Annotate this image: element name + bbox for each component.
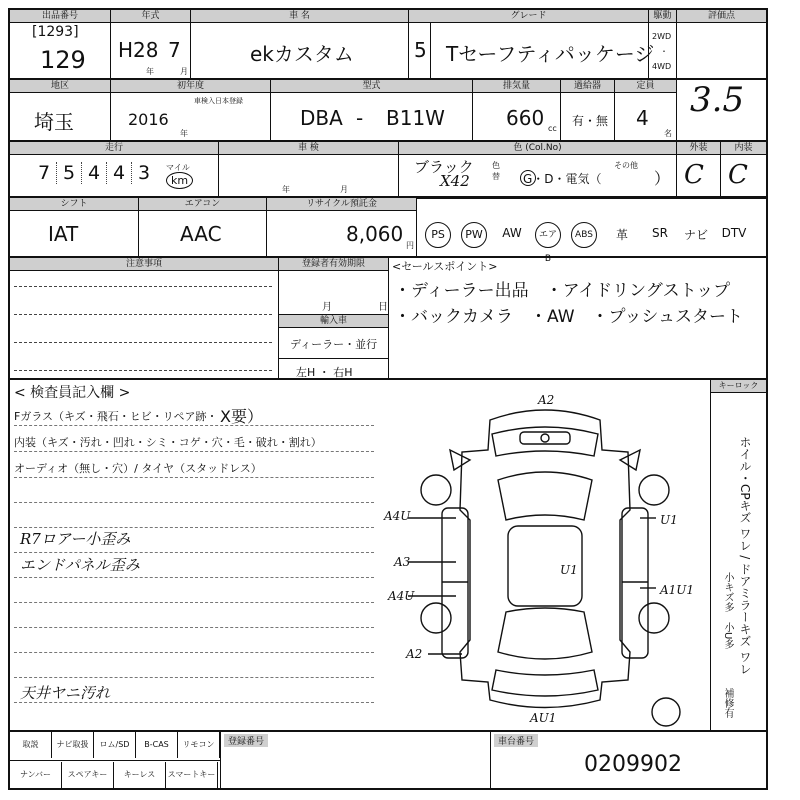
- first-reg-note: 車検入日本登録: [194, 97, 243, 105]
- handle-side: 左H ・ 右H: [296, 366, 353, 379]
- wheel-mirror-note: ホイル・CPキズ ワレ / ドアミラーキズ ワレ: [738, 436, 752, 675]
- hand-note-2: エンドパネル歪み: [20, 556, 140, 574]
- equipment-item: AW: [502, 226, 522, 240]
- model-code-label: 型式: [271, 80, 472, 93]
- glass-line: Fガラス（キズ・飛石・ヒビ・リペア跡・: [14, 410, 218, 423]
- mileage-digit: 5: [56, 162, 81, 184]
- footer-accessories: [10, 732, 220, 758]
- yen-unit: 円: [406, 241, 414, 250]
- lane-label: 出品番号: [10, 10, 110, 23]
- equipment-item: 革: [615, 228, 628, 242]
- glass-mark: X要）: [220, 407, 263, 426]
- mark-a2-top: A2: [538, 393, 555, 407]
- footer-cell: キーレス: [114, 762, 166, 788]
- equipment-item: ナビ: [683, 228, 708, 242]
- mark-a1u1: A1U1: [660, 583, 695, 597]
- audio-line: オーディオ（無し・穴）/ タイヤ（スタッドレス）: [14, 462, 262, 475]
- interior-grade: C: [728, 160, 748, 190]
- repair-note: 補修有: [722, 688, 733, 718]
- hand-note-roof: 天井ヤニ汚れ: [20, 684, 111, 702]
- equipment-item: ABS: [566, 222, 602, 248]
- mark-a4u-left-2: A4U: [388, 589, 415, 603]
- equipment-item: DTV: [721, 226, 747, 240]
- expiry-label: 登録者有効期限: [279, 258, 388, 271]
- car-diagram: [380, 390, 710, 730]
- lot-number: 129: [40, 46, 86, 74]
- fuel-close: ）: [654, 169, 671, 188]
- footer-cell: スペアキー: [62, 762, 114, 788]
- mark-u1-roof: U1: [560, 563, 578, 577]
- equipment-item: SR: [652, 226, 668, 240]
- small-dent-note: 小U多: [722, 622, 733, 650]
- seats-unit: 名: [664, 129, 672, 138]
- recycle-label: リサイクル預託金: [267, 198, 416, 211]
- mileage-digit: 4: [106, 162, 131, 184]
- turbo: 有・無: [572, 114, 609, 128]
- equipment-item: エアB: [530, 222, 566, 264]
- model-prefix: DBA: [300, 106, 343, 130]
- lane-code: [1293]: [32, 24, 79, 40]
- expiry-day: 日: [378, 302, 388, 313]
- seats-label: 定員: [615, 80, 676, 93]
- mark-a2-rear: A2: [406, 647, 423, 661]
- drive-4wd: 4WD: [652, 62, 672, 71]
- era-year: H28: [118, 38, 159, 62]
- displacement-label: 排気量: [473, 80, 560, 93]
- mark-u1-right: U1: [660, 513, 678, 527]
- turbo-label: 過給器: [561, 80, 614, 93]
- year-label: 年式: [111, 10, 190, 23]
- car-name-label: 車 名: [191, 10, 408, 23]
- door-count: 5: [414, 38, 427, 62]
- displacement: 660: [506, 106, 545, 130]
- expiry-month: 月: [322, 302, 332, 313]
- mile-label: マイル: [166, 163, 190, 172]
- score: 3.5: [690, 80, 745, 120]
- ac-label: エアコン: [139, 198, 266, 211]
- footer-cell: ナビ取扱: [52, 732, 94, 758]
- chassis-number: 0209902: [584, 752, 682, 777]
- shaken-label: 車 検: [219, 142, 398, 155]
- equipment-item: PW: [456, 222, 492, 248]
- mileage-digit: 7: [37, 162, 51, 184]
- grade-label: グレード: [409, 10, 648, 23]
- shaken-tsuki: 月: [340, 185, 348, 194]
- model-separator: -: [356, 106, 364, 130]
- small-scratch-note: 小キズ多: [722, 572, 733, 612]
- drive-2wd: 2WD: [652, 32, 672, 41]
- footer-keys: [10, 762, 218, 788]
- color-number: X42: [440, 172, 470, 190]
- cc-unit: cc: [548, 124, 557, 133]
- interior-line: 内装（キズ・汚れ・凹れ・シミ・コゲ・穴・毛・破れ・割れ）: [14, 436, 322, 449]
- inspection-title: < 検査員記入欄 >: [14, 385, 131, 401]
- caution-label: 注意事項: [10, 258, 278, 271]
- mark-a3: A3: [394, 555, 411, 569]
- footer-cell: 取説: [10, 732, 52, 758]
- mileage-digit: 3: [131, 162, 156, 184]
- interior-label: 内装: [721, 142, 766, 155]
- car-name: ekカスタム: [250, 42, 354, 66]
- color-label: 色 (Col.No): [399, 142, 676, 155]
- sales-point-label: <セールスポイント>: [392, 260, 498, 273]
- seats: 4: [636, 106, 649, 130]
- mark-au1-rear: AU1: [530, 711, 557, 725]
- air-conditioner: AAC: [180, 222, 222, 246]
- shaken-nen: 年: [282, 185, 290, 194]
- footer-cell: リモコン: [178, 732, 220, 758]
- import-label: 輸入車: [279, 315, 388, 328]
- sales-point-1: ・ディーラー出品 ・アイドリングストップ: [394, 281, 731, 301]
- first-reg-label: 初年度: [111, 80, 270, 93]
- score-label: 評価点: [677, 10, 766, 23]
- fuel-type: G・D・電気（: [523, 172, 602, 186]
- tsuki-label: 月: [180, 67, 188, 76]
- model-code: B11W: [386, 106, 445, 130]
- exterior-grade: C: [684, 160, 704, 190]
- footer-cell: スマートキー: [166, 762, 218, 788]
- equipment-item: PS: [420, 222, 456, 248]
- nen-label-2: 年: [180, 129, 188, 138]
- mark-a4u-left: A4U: [384, 509, 411, 523]
- footer-cell: B-CAS: [136, 732, 178, 758]
- first-reg-year: 2016: [128, 110, 169, 129]
- sales-point-2: ・バックカメラ ・AW ・プッシュスタート: [394, 307, 743, 327]
- dealer-parallel: ディーラー・並行: [290, 338, 378, 351]
- drive-label: 駆動: [649, 10, 676, 23]
- mileage-digit: 4: [81, 162, 106, 184]
- fuel-other: その他: [614, 161, 638, 170]
- mileage-label: 走行: [10, 142, 218, 155]
- nen-label: 年: [146, 67, 154, 76]
- shift-label: シフト: [10, 198, 138, 211]
- km-circled: km: [166, 172, 193, 189]
- recycle-fee: 8,060: [346, 222, 404, 246]
- footer-cell: ナンバー: [10, 762, 62, 788]
- area: 埼玉: [34, 110, 74, 134]
- color-name: ブラック: [414, 158, 474, 176]
- footer-cell: ロム/SD: [94, 732, 136, 758]
- area-label: 地区: [10, 80, 110, 93]
- grade-name: Tセーフティパッケージ: [446, 42, 655, 66]
- transmission: IAT: [48, 222, 79, 246]
- color-change-label: 色替: [492, 161, 500, 181]
- chassis-label: 車台番号: [494, 734, 538, 747]
- exterior-label: 外装: [677, 142, 720, 155]
- keylock-label: キーロック: [711, 380, 766, 393]
- mileage: [32, 162, 156, 184]
- model-month: 7: [168, 38, 181, 62]
- registration-label: 登録番号: [224, 734, 268, 747]
- hand-note-1: R7ロアー小歪み: [20, 530, 131, 548]
